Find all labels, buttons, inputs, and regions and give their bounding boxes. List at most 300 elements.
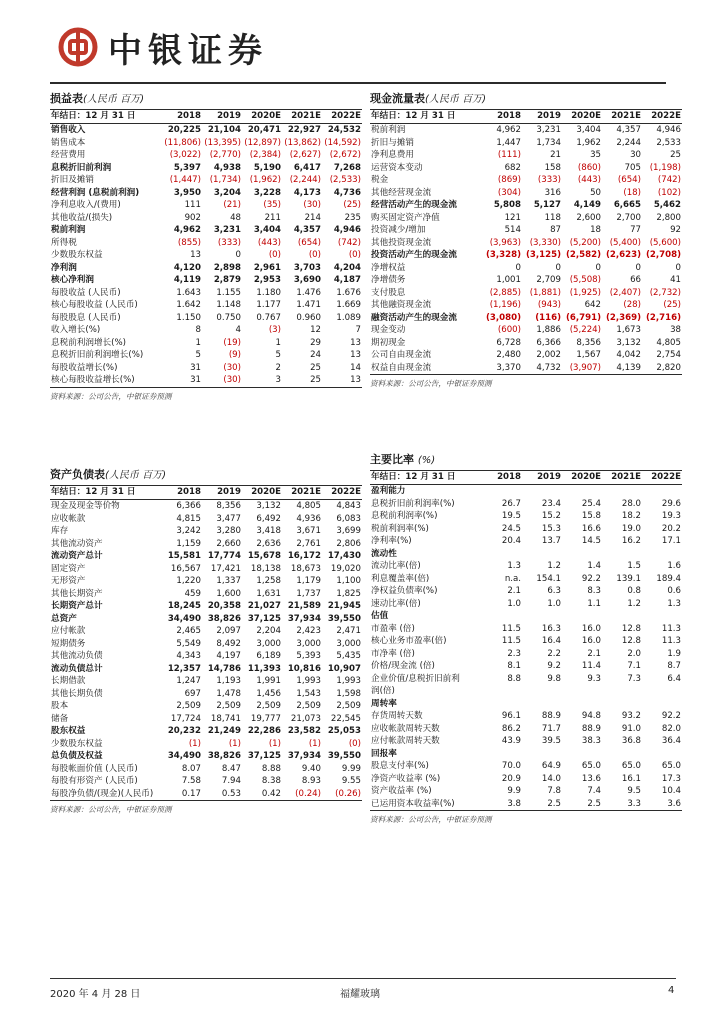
row-value: 16,172: [287, 551, 321, 561]
row-value: 1,220: [176, 576, 201, 586]
row-value: 3,132: [616, 337, 641, 348]
row-value: (943): [537, 300, 561, 310]
row-value: 39,550: [327, 751, 361, 761]
row-value: [602, 548, 642, 561]
row-value: (21): [223, 200, 241, 210]
row-label: 所得税: [51, 237, 77, 248]
row-value: 2,636: [256, 538, 281, 549]
table-row: [370, 748, 682, 761]
row-value: (3): [268, 325, 281, 335]
row-value: (30): [223, 362, 241, 373]
row-value: (2,885): [489, 287, 521, 298]
row-value: (5,224): [569, 325, 601, 335]
row-value: 38,826: [207, 751, 241, 761]
row-value: 5,808: [493, 200, 521, 210]
row-label: 每股有形资产 (人民币): [51, 776, 138, 786]
row-value: 3,132: [256, 501, 281, 511]
row-value: 1,737: [296, 588, 321, 599]
row-value: 1,456: [256, 688, 281, 699]
row-value: [482, 748, 522, 761]
row-value: 20,225: [167, 125, 201, 135]
page-number: 4: [668, 985, 675, 996]
row-value: 3.6: [642, 798, 682, 811]
row-value: 1.3: [667, 598, 681, 609]
row-label: 折旧与摊销: [371, 137, 414, 148]
row-value: 1,734: [536, 137, 561, 148]
row-value: 6,366: [176, 501, 201, 511]
header-year: 2019: [522, 110, 562, 124]
row-value: (3,022): [169, 150, 201, 160]
row-value: 139.1: [616, 573, 641, 584]
row-value: (742): [337, 237, 361, 248]
row-value: 13: [350, 350, 361, 360]
row-value: 2.1: [507, 586, 521, 596]
header-year: 2022E: [642, 471, 682, 485]
row-value: 11,393: [247, 663, 281, 674]
row-value: (3,080): [485, 312, 521, 323]
row-value: 9.3: [587, 673, 601, 684]
row-value: 0: [595, 262, 601, 273]
row-value: 0: [635, 262, 641, 273]
row-value: 642: [584, 300, 601, 310]
row-value: [642, 748, 682, 761]
row-value: (869): [497, 175, 521, 185]
row-value: 92: [670, 225, 681, 235]
table-row: [50, 650, 362, 663]
row-value: 0.6: [667, 586, 681, 596]
table-row: [370, 723, 682, 736]
row-value: [522, 610, 562, 623]
row-label: 净利润: [51, 262, 77, 273]
row-value: 2.2: [547, 648, 561, 659]
table-row: [370, 710, 682, 723]
row-value: 1.676: [336, 287, 361, 298]
row-value: 6,492: [256, 513, 281, 524]
table-row: [370, 598, 682, 611]
row-label: 回报率: [371, 748, 397, 759]
row-value: (742): [657, 175, 681, 185]
row-value: 4,343: [176, 651, 201, 661]
row-value: 37,125: [247, 613, 281, 624]
ratios-section: [370, 453, 682, 825]
cashflow-section: [370, 92, 682, 389]
row-value: 15.3: [541, 523, 561, 534]
header-year: 2019: [522, 471, 562, 485]
table-row: [50, 212, 362, 225]
row-value: 8.7: [667, 661, 681, 671]
row-value: (2,407): [609, 287, 641, 298]
row-value: 8.88: [261, 763, 281, 774]
row-label: 现金及现金等价物: [51, 501, 120, 511]
row-value: 19,020: [330, 563, 361, 574]
table-row: [50, 324, 362, 337]
row-value: 6,728: [496, 337, 521, 348]
table-row: [50, 274, 362, 287]
row-label: 投资减少/增加: [371, 225, 426, 235]
row-value: 34,490: [167, 613, 201, 624]
row-value: 0.17: [162, 788, 202, 801]
row-value: 1.089: [336, 312, 361, 323]
row-label: 息税前利润增长(%): [51, 337, 127, 348]
row-value: (0.26): [322, 788, 362, 801]
row-label: 股息支付率(%): [371, 761, 429, 771]
row-value: 5: [275, 350, 281, 360]
table-row: [50, 713, 362, 726]
row-value: 1.150: [176, 312, 201, 323]
row-value: (5,600): [649, 237, 681, 248]
row-label: 每股净负债/(现金)(人民币): [50, 788, 162, 801]
row-value: 3,370: [482, 362, 522, 375]
row-label: 每股收益 (人民币): [51, 287, 121, 298]
row-label: 每股股息 (人民币): [51, 312, 121, 323]
row-label: 息税折旧前利润增长(%): [51, 350, 144, 360]
row-label: 核心业务市盈率(倍): [371, 636, 447, 646]
row-label: 股本: [51, 701, 69, 711]
row-value: 1,825: [336, 588, 361, 599]
row-value: 8,356: [576, 337, 601, 348]
row-label: 投资活动产生的现金流: [371, 250, 457, 260]
header-year: 2021E: [282, 110, 322, 124]
row-value: 1.2: [547, 561, 561, 571]
row-value: 121: [504, 212, 521, 223]
row-value: 8.93: [301, 776, 321, 786]
row-value: (14,592): [324, 137, 361, 148]
row-value: 11.5: [501, 623, 521, 634]
table-row: [370, 199, 682, 212]
row-value: 16.6: [581, 523, 601, 534]
row-label: 企业价值/息税折旧前利: [371, 673, 460, 684]
row-value: 12.8: [621, 623, 641, 634]
row-value: n.a.: [504, 573, 521, 584]
row-value: 4,204: [333, 262, 361, 273]
row-value: 17.1: [661, 536, 681, 546]
row-value: 705: [624, 162, 641, 173]
row-value: 4,357: [293, 225, 321, 235]
row-value: 1,100: [336, 576, 361, 586]
row-label: 短期债务: [51, 638, 86, 649]
row-label: 其他融资现金流: [371, 300, 432, 310]
table-row: [50, 575, 362, 588]
row-value: 3,703: [293, 262, 321, 273]
row-label: 其他流动资产: [51, 538, 103, 549]
row-value: 9.9: [507, 786, 521, 796]
row-value: 6,189: [256, 651, 281, 661]
row-value: 2,700: [616, 212, 641, 223]
row-value: (1): [308, 738, 321, 749]
row-value: 2,761: [296, 538, 321, 549]
row-value: 70.0: [501, 761, 521, 771]
row-value: 0: [555, 262, 561, 273]
row-value: 4,736: [333, 187, 361, 198]
row-value: 16.4: [541, 636, 561, 646]
row-value: 21,589: [287, 601, 321, 611]
row-value: 3,418: [256, 526, 281, 536]
row-value: 18,741: [210, 713, 241, 724]
row-value: 1,631: [256, 588, 281, 599]
row-value: 1,258: [256, 576, 281, 586]
row-label: 库存: [51, 526, 69, 536]
row-value: 38: [670, 325, 681, 335]
row-value: 0.53: [202, 788, 242, 801]
table-row: [370, 312, 682, 325]
row-value: 1.669: [336, 300, 361, 310]
row-value: (2,369): [605, 312, 641, 323]
table-row: [50, 237, 362, 250]
row-label: 每股收益增长(%): [51, 362, 118, 373]
header-label: 年结日：12 月 31 日: [370, 471, 482, 485]
row-value: [642, 610, 682, 623]
row-label: 支付股息: [371, 287, 406, 298]
row-value: 96.1: [501, 711, 521, 721]
table-row: [370, 224, 682, 237]
header-year: 2019: [202, 110, 242, 124]
row-label: 长期资产总计: [51, 601, 103, 611]
row-value: 5,127: [533, 200, 561, 210]
row-value: (2,770): [209, 150, 241, 160]
row-value: 10,816: [287, 663, 321, 674]
table-row: [50, 199, 362, 212]
row-label: 销售收入: [51, 125, 86, 135]
row-label: 税前利润率(%): [371, 523, 429, 534]
row-value: 86.2: [501, 723, 521, 734]
row-value: 9.40: [301, 763, 321, 774]
row-value: 25: [282, 374, 322, 387]
row-value: (3,328): [485, 250, 521, 260]
table-row: [370, 124, 682, 137]
row-value: 4,357: [616, 125, 641, 135]
row-value: 25: [670, 150, 681, 160]
row-value: 1,247: [176, 676, 201, 686]
header-year: 2020E: [562, 110, 602, 124]
table-row: [50, 312, 362, 325]
table-row: [370, 262, 682, 275]
row-value: 19.3: [661, 511, 681, 521]
row-value: 1,159: [176, 538, 201, 549]
row-value: 17.3: [661, 773, 681, 784]
row-value: [642, 698, 682, 711]
row-value: 2,806: [336, 538, 361, 549]
row-value: 189.4: [656, 573, 681, 584]
table-row: [370, 573, 682, 586]
row-value: 4,119: [173, 275, 201, 285]
row-label: 利息覆盖率(倍): [371, 573, 430, 584]
header-year: 2019: [202, 486, 242, 500]
table-header-row: [50, 486, 362, 500]
table-row: [370, 735, 682, 748]
row-value: 30: [630, 150, 641, 160]
row-value: [602, 748, 642, 761]
row-value: 16.3: [541, 623, 561, 634]
row-value: (2,582): [565, 250, 601, 260]
row-value: 1,179: [296, 576, 321, 586]
row-label: 其他流动负债: [51, 651, 103, 661]
row-value: (333): [217, 237, 241, 248]
table-row: [370, 274, 682, 287]
table-row: [50, 224, 362, 237]
row-value: 14,786: [207, 663, 241, 674]
row-label: 净利率(%): [371, 536, 412, 546]
row-value: (0): [268, 250, 281, 260]
table-row: [370, 162, 682, 175]
row-label: 净权益负债率(%): [371, 586, 438, 596]
header-year: 2020E: [242, 110, 282, 124]
table-row: [50, 137, 362, 150]
row-value: 66: [630, 275, 641, 285]
row-label: 净利息费用: [371, 150, 414, 160]
row-value: 13.6: [581, 773, 601, 784]
row-value: 5,190: [253, 162, 281, 173]
row-label: 核心每股收益增长(%): [50, 374, 162, 387]
table-row: [370, 673, 682, 686]
row-label: 市净率 (倍): [371, 648, 415, 659]
row-value: (1,925): [569, 287, 601, 298]
row-value: [522, 698, 562, 711]
row-value: 1.4: [587, 561, 601, 571]
table-row: [50, 513, 362, 526]
row-value: 5,462: [653, 200, 681, 210]
row-value: 158: [544, 162, 561, 173]
row-label: 少数股东权益: [51, 738, 103, 749]
row-value: (2,708): [645, 250, 681, 260]
table-row: [50, 600, 362, 613]
row-value: 8,356: [216, 501, 241, 511]
row-value: 48: [230, 212, 241, 223]
row-value: 4,962: [173, 225, 201, 235]
row-label: 存货周转天数: [371, 711, 423, 721]
row-value: 22,545: [330, 713, 361, 724]
row-value: 2,898: [213, 262, 241, 273]
row-value: 1,886: [536, 325, 561, 335]
row-value: 87: [550, 225, 561, 235]
row-value: 18: [590, 225, 601, 235]
row-value: 41: [670, 275, 681, 285]
row-value: 211: [264, 212, 281, 223]
row-value: (3,963): [489, 237, 521, 248]
row-value: 25,053: [327, 726, 361, 736]
row-value: (3,907): [562, 362, 602, 375]
row-label: 经营费用: [51, 150, 86, 160]
row-value: (654): [297, 237, 321, 248]
table-row: [370, 698, 682, 711]
row-value: 2,509: [216, 701, 241, 711]
row-value: 0.42: [242, 788, 282, 801]
row-value: 11.3: [661, 636, 681, 646]
source-note: 资料来源：公司公告，中银证券预测: [50, 805, 172, 814]
row-label: 盈利能力: [371, 486, 406, 496]
row-label: 经营利润 (息税前利润): [51, 187, 140, 198]
row-value: (9): [228, 350, 241, 360]
row-value: 15,678: [247, 551, 281, 561]
row-value: (2,627): [289, 150, 321, 160]
row-value: 2,879: [213, 275, 241, 285]
row-value: 1,478: [216, 688, 241, 699]
table-row: [50, 563, 362, 576]
row-value: [602, 610, 642, 623]
row-value: 1,600: [216, 588, 241, 599]
row-value: 316: [544, 187, 561, 198]
balance-sheet-section: [50, 468, 362, 815]
row-value: 4,197: [216, 651, 241, 661]
row-label: 息税折旧前利润: [51, 162, 112, 173]
row-value: 4,120: [173, 262, 201, 273]
table-row: [50, 663, 362, 676]
row-value: 34,490: [167, 751, 201, 761]
row-value: (6,791): [565, 312, 601, 323]
table-row: [370, 773, 682, 786]
row-value: 7: [355, 325, 361, 335]
row-value: (5,200): [569, 237, 601, 248]
row-value: 16,567: [170, 563, 201, 574]
header-year: 2022E: [322, 110, 362, 124]
table-row: [370, 785, 682, 798]
row-value: (2,384): [249, 150, 281, 160]
row-value: 17,421: [210, 563, 241, 574]
row-value: (30): [202, 374, 242, 387]
row-value: (12,897): [244, 137, 281, 148]
row-value: 65.0: [581, 761, 601, 771]
row-value: (25): [663, 300, 681, 310]
row-value: 2,800: [656, 212, 681, 223]
row-label: 折旧及摊销: [51, 175, 94, 185]
row-label: 应收帐款周转天数: [371, 723, 440, 734]
row-value: 4,805: [656, 337, 681, 348]
row-value: 15.8: [581, 511, 601, 521]
row-value: 23,582: [287, 726, 321, 736]
row-value: 1: [275, 337, 281, 348]
table-row: [50, 725, 362, 738]
row-value: [562, 548, 602, 561]
row-value: 43.9: [501, 736, 521, 746]
row-value: 13.7: [541, 536, 561, 546]
row-value: 6,417: [293, 162, 321, 173]
balance-table: [50, 486, 362, 801]
row-value: 4: [235, 325, 241, 335]
row-label: 无形资产: [51, 576, 86, 586]
row-value: 7.94: [221, 776, 241, 786]
row-value: 29.6: [661, 498, 681, 509]
row-value: 3,404: [253, 225, 281, 235]
row-value: 0.750: [216, 312, 241, 323]
row-value: 18,138: [250, 563, 281, 574]
row-value: [602, 485, 642, 498]
row-label: 流动资产总计: [51, 551, 103, 561]
row-value: 11.3: [661, 623, 681, 634]
row-value: 0: [675, 262, 681, 273]
row-value: 1.155: [216, 287, 241, 298]
row-value: (13,395): [204, 137, 241, 148]
row-value: (654): [617, 175, 641, 185]
row-value: (333): [537, 175, 561, 185]
row-value: 0.767: [256, 312, 281, 323]
row-value: 37,934: [287, 751, 321, 761]
row-label: 净资产收益率 (%): [371, 773, 441, 784]
row-value: 21,945: [327, 601, 361, 611]
row-value: 0.960: [296, 312, 321, 323]
row-value: [522, 748, 562, 761]
row-value: (1,198): [649, 162, 681, 173]
row-label: 权益自由现金流: [370, 362, 482, 375]
row-value: [562, 610, 602, 623]
row-value: 8.3: [587, 586, 601, 596]
row-value: 20.2: [661, 523, 681, 534]
row-value: 20.9: [501, 773, 521, 784]
table-row: [50, 500, 362, 513]
row-value: 22,927: [287, 125, 321, 135]
row-value: 12.8: [621, 636, 641, 646]
table-row: [370, 362, 682, 375]
row-value: 2,533: [656, 137, 681, 148]
table-row: [370, 299, 682, 312]
